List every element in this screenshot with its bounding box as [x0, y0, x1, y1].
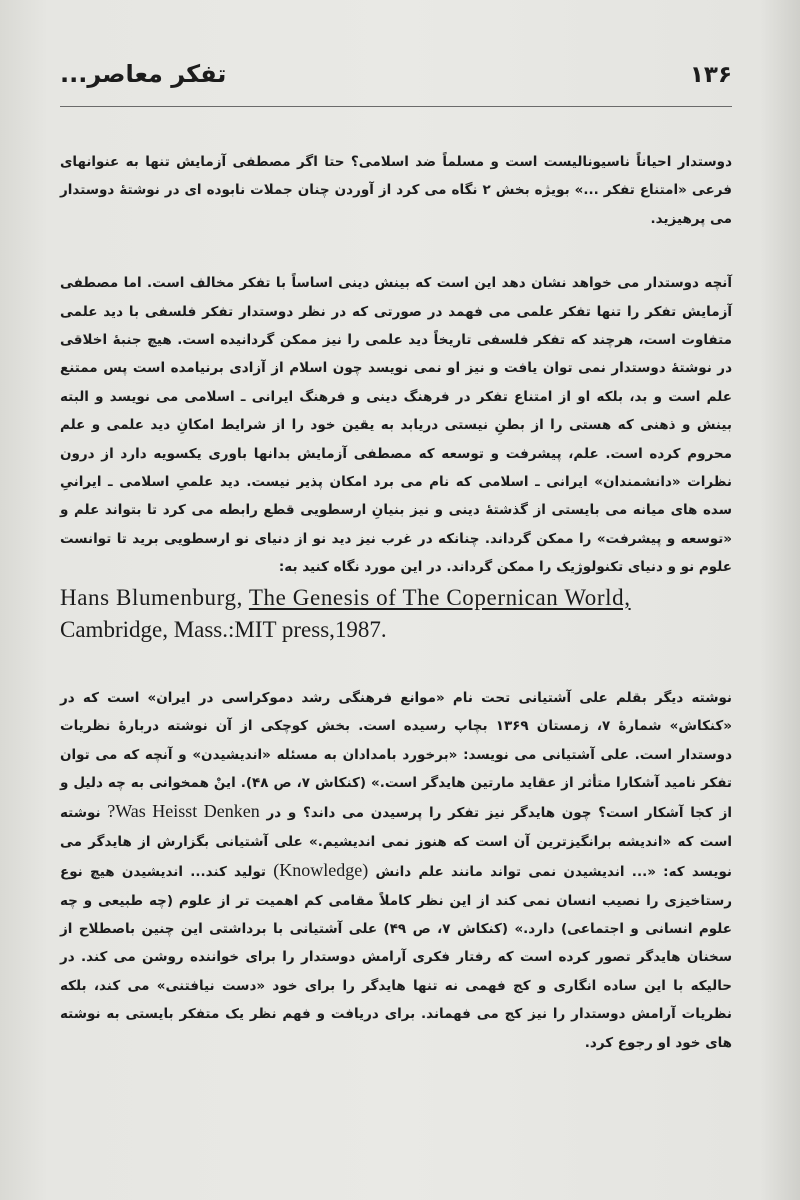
page-body	[60, 148, 732, 1057]
reference-line-2: Cambridge, Mass.:MIT press,1987.	[60, 616, 387, 642]
reference-title: The Genesis of The Copernican World,	[248, 584, 631, 610]
header-rule	[60, 106, 732, 107]
paragraph-3-text-1: نوشته دیگر بقلم علی آشتیانی تحت نام «موانع فرهنگی رشد دموکراسی در ایران» است که در «کنکاش» شمارهٔ ۷، زمستان ۱۳۶۹ بچاپ رسیده است. بخش کوچکی از آن نوشته دربارهٔ نظریات دوستدار است. علی آشتیانی می نویسد: «برخورد بامدادان به مسئله «اندیشیدن» و آنچه که می توان تفکر نامید آشکارا متأثر از عقاید مارتین هایدگر است.» (کنکاش ۷، ص ۴۸). اینْ همخوانی به چه دلیل و از کجا آشکار است؟ چون هایدگر نیز تفکر را پرسیدن می داند؟ و در	[60, 689, 732, 822]
paragraph-gap	[60, 646, 732, 684]
paragraph-3	[60, 684, 732, 1057]
paragraph-2: آنچه دوستدار می خواهد نشان دهد این است که بینش دینی اساساً با تفکر مخالف است. اما مصطفی آزمایش تفکر را تنها تفکر علمی می فهمد در صورتی که در نظر دوستدار تفکر فلسفی با دید علمی متفاوت است، هرچند که تفکر فلسفی تاریخاً دید علمی را نیز ممکن گردانیده است. هیچ جنبهٔ اخلاقی در نوشتهٔ دوستدار نمی توان یافت و نیز او نمی نویسد چون اسلام از آزادی برنیامده است پس ممتنع علم است و بد، بلکه او از امتناع تفکر در فرهنگ دینی و فرهنگ ایرانی ـ اسلامی می نویسد و البته بینش و ذهنی که هستی را از بطنِ نیستی دریابد به یقین خود را از شرایط امکانِ دید علمی و علم محروم کرده است. علم، پیشرفت و توسعه که مصطفی آزمایش بدانها باوری یکسویه دارد از درون نظرات «دانشمندان» ایرانی ـ اسلامی که نام می برد امکان پذیر نیست. دید علمیِ اسلامی ـ ایرانیِ سده های میانه می بایستی از گذشتهٔ دینی و نیز بنیانِ ارسطویی قطع رابطه می کرد تا بتواند علم و «توسعه و پیشرفت» را ممکن گرداند. چنانکه در غرب نیز دید نو از دنیای نو ارسطویی برید تا توانست علوم نو و دنیای تکنولوژیک را ممکن گرداند. در این مورد نگاه کنید به:	[60, 275, 732, 576]
page-number: ۱۳۶	[689, 62, 732, 88]
paragraph-3-text-2: نوشته است که «اندیشه برانگیزترین آن است که هنوز نمی اندیشیم.» علی آشتیانی بگزارش از هایدگر می نویسد که: «... اندیشیدن نمی تواند مانند علم دانش	[60, 805, 733, 881]
paragraph-3-text-3: تولید کند... اندیشیدن هیچ نوع رستاخیزی را نصیب انسان نمی کند از این نظر کاملاً مقامی کم اهمیت تر از علوم (چه طبیعی و چه علوم انسانی و اجتماعی) دارد.» (کنکاش ۷، ص ۴۹) علی آشتیانی با برداشتی این چنین باصطلاح از سخنان هایدگر تصور کرده است که رفتار فکری آرامش دوستدار را برای خواننده روشن می کند. در حالیکه با این ساده انگاری و کج فهمی نه تنها هایدگر را برای خود «دست نیافتنی» می کند، بلکه نظریات آرامش دوستدار را نیز کج می فهماند. برای دریافت و فهم نظر یک متفکر بایستی به نوشته های خود او رجوع کرد.	[60, 864, 732, 1051]
reference-author: Hans Blumenburg,	[60, 584, 249, 610]
bibliographic-reference	[60, 582, 732, 646]
paragraph-3-latin-term: (Knowledge)	[273, 860, 369, 881]
running-title: تفکر معاصر...	[60, 60, 227, 88]
reference-line-1	[60, 582, 732, 614]
running-head	[60, 60, 732, 100]
paragraph-3-latin-title: Was Heisst Denken?	[107, 801, 260, 822]
paragraph-1: دوستدار احیاناً ناسیونالیست است و مسلماً ضد اسلامی؟ حتا اگر مصطفی آزمایش تنها به عنوانهای فرعی «امتناع تفکر ...» بویژه بخش ۲ نگاه می کرد از آوردن چنان جملات نابوده ای در نوشتهٔ دوستدار می پرهیزید.	[60, 154, 732, 227]
